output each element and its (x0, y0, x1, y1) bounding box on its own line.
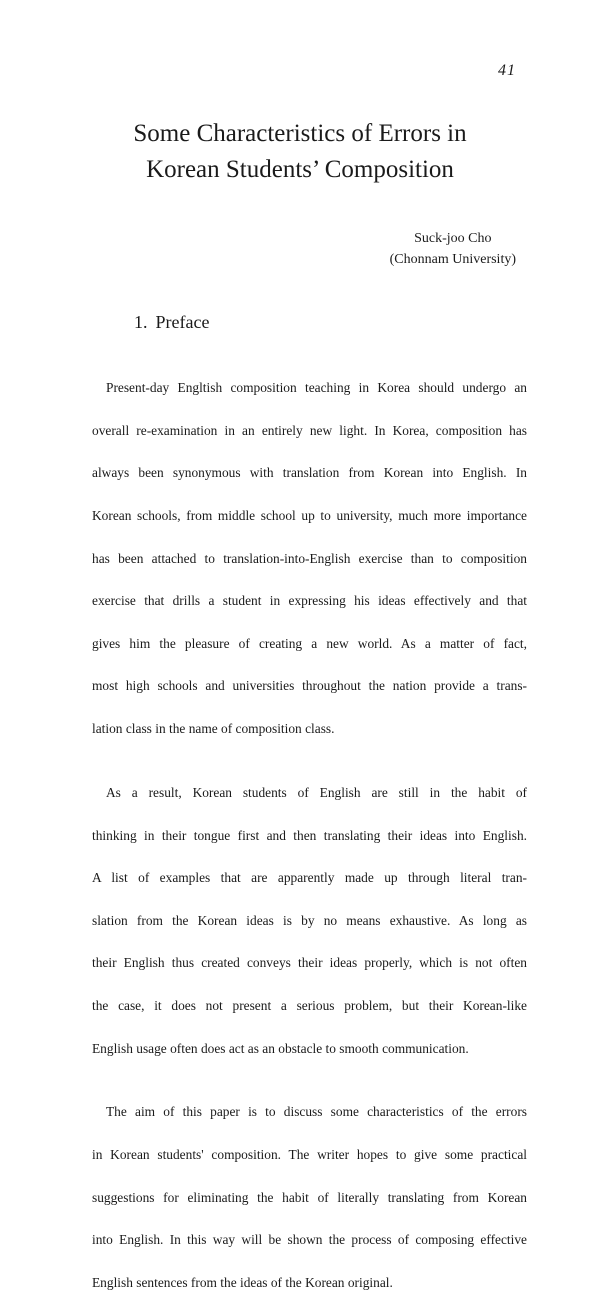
text-line: their English thus created conveys their ideas properly, which is not often (92, 955, 527, 971)
body-text (78, 356, 527, 1314)
text-line: has been attached to translation-into-English exercise than to composition (92, 550, 527, 566)
text-line: always been synonymous with translation from Korean into English. In (92, 465, 527, 481)
paragraph (78, 1080, 527, 1314)
author-name: Suck-joo Cho (414, 231, 492, 246)
text-line: in Korean students' composition. The writer hopes to give some practical (92, 1146, 527, 1162)
paper-title-line-2: Korean Students’ Composition (146, 156, 454, 183)
author-affiliation: (Chonnam University) (389, 252, 516, 267)
text-line: into English. In this way will be shown the process of composing effective (92, 1232, 527, 1248)
paper-title-line-1: Some Characteristics of Errors in (133, 120, 467, 147)
text-line: A list of examples that are apparently made up through literal tran- (92, 870, 527, 886)
paragraph (78, 356, 527, 761)
text-line: slation from the Korean ideas is by no means exhaustive. As long as (92, 912, 527, 928)
text-line: overall re-examination in an entirely new light. In Korea, composition has (92, 422, 527, 438)
author-block (390, 228, 516, 270)
text-line: As a result, Korean students of English are still in the habit of (106, 784, 527, 800)
paper-title (0, 116, 600, 188)
section-title: Preface (155, 312, 210, 332)
paragraph (78, 761, 527, 1080)
text-line: English sentences from the ideas of the Korean original. (92, 1274, 393, 1290)
section-heading (134, 312, 209, 333)
text-line: the case, it does not present a serious problem, but their Korean-like (92, 997, 527, 1013)
text-line: Korean schools, from middle school up to university, much more importance (92, 508, 527, 524)
page-number: 41 (498, 62, 516, 79)
text-line: lation class in the name of composition class. (92, 721, 335, 737)
text-line: suggestions for eliminating the habit of literally translating from Korean (92, 1189, 527, 1205)
text-line: English usage often does act as an obstacle to smooth communication. (92, 1040, 469, 1056)
text-line: thinking in their tongue first and then translating their ideas into English. (92, 827, 527, 843)
text-line: exercise that drills a student in expressing his ideas effectively and that (92, 593, 527, 609)
text-line: Present-day Engltish composition teaching in Korea should undergo an (106, 380, 527, 396)
section-number: 1. (134, 312, 148, 332)
text-line: gives him the pleasure of creating a new world. As a matter of fact, (92, 635, 527, 651)
text-line: The aim of this paper is to discuss some characteristics of the errors (106, 1104, 527, 1120)
text-line: most high schools and universities throughout the nation provide a trans- (92, 678, 527, 694)
